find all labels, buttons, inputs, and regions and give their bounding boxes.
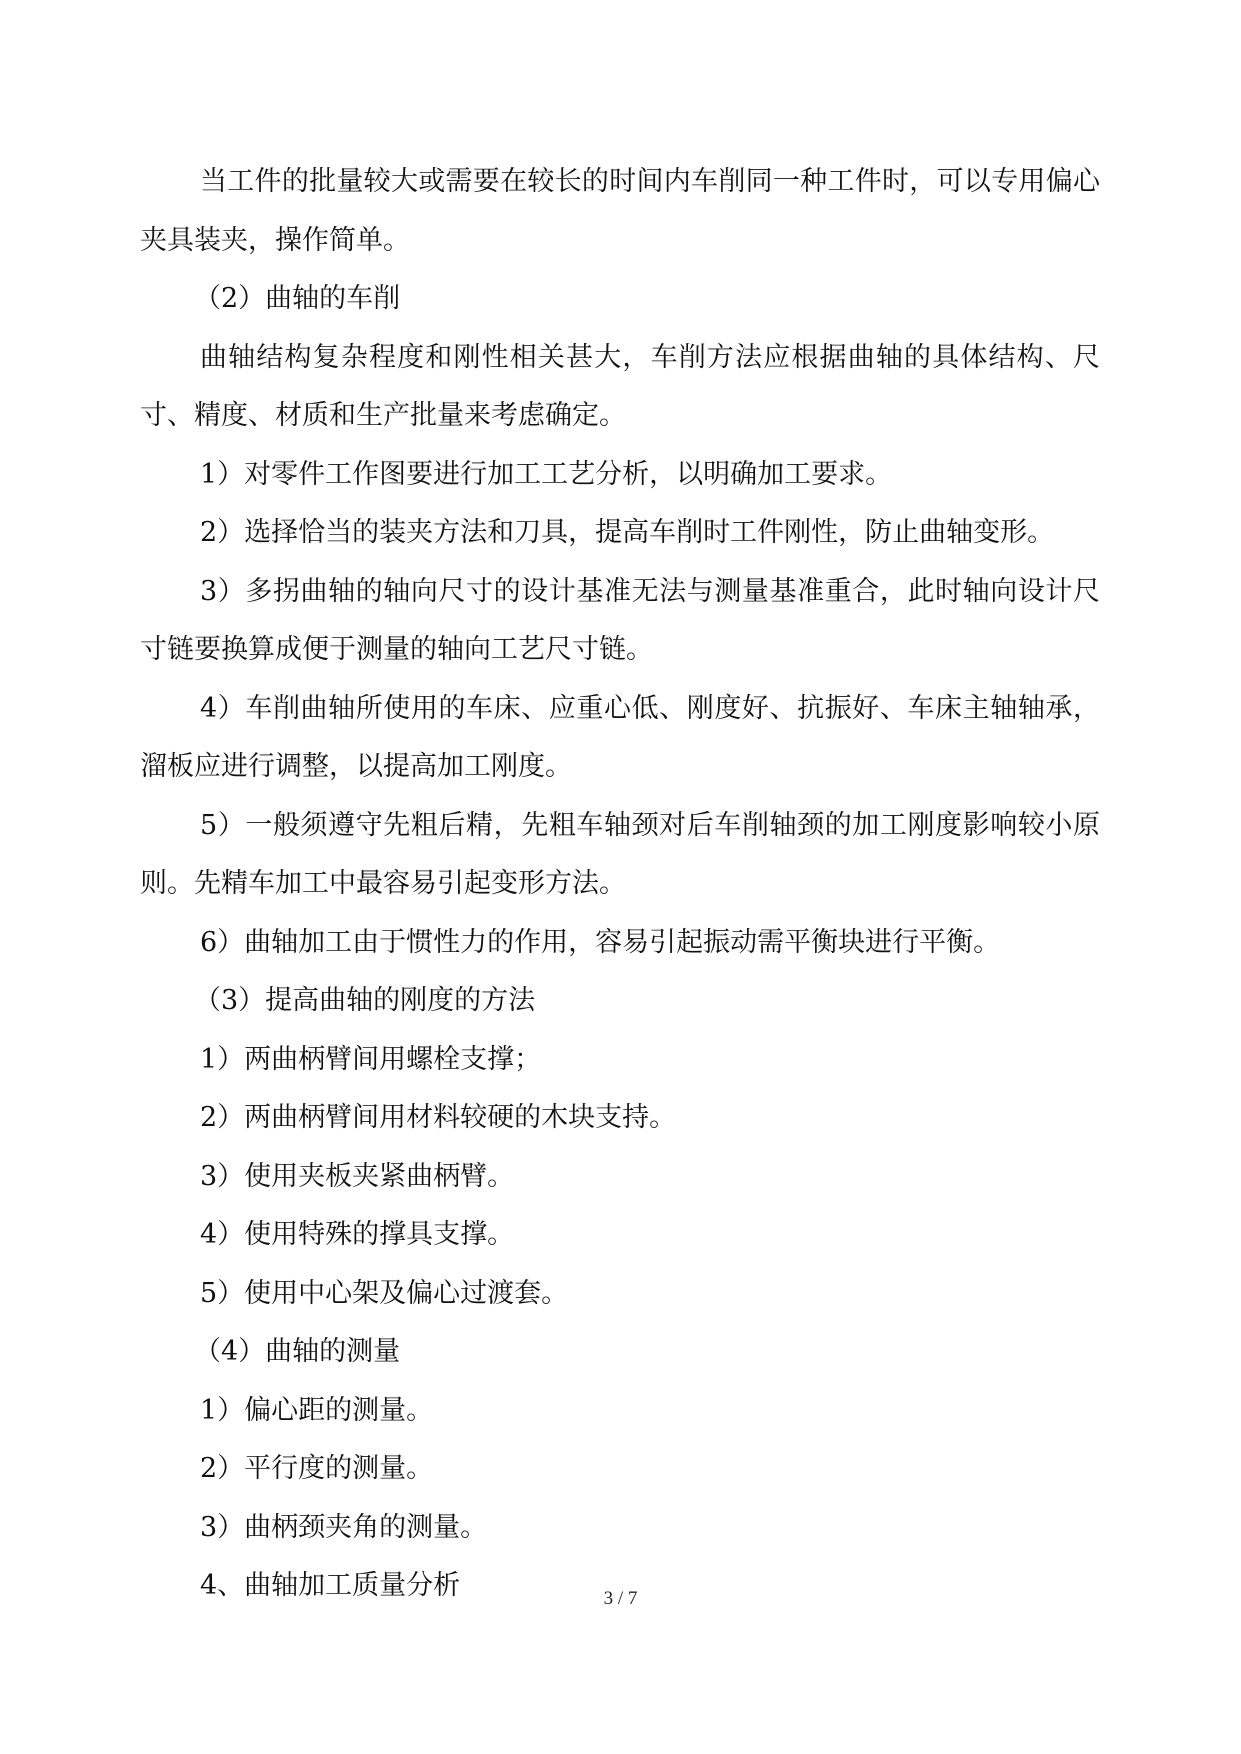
list-item: 2）两曲柄臂间用材料较硬的木块支持。	[200, 1102, 677, 1133]
list-item: 3）使用夹板夹紧曲柄臂。	[200, 1160, 515, 1192]
list-item: 3）曲柄颈夹角的测量。	[200, 1511, 488, 1543]
list-item: 2）选择恰当的装夹方法和刀具，提高车削时工件刚性，防止曲轴变形。	[200, 517, 1055, 548]
section-heading: （3）提高曲轴的刚度的方法	[194, 985, 536, 1016]
list-item: 1）偏心距的测量。	[200, 1394, 434, 1426]
list-item: 6）曲轴加工由于惯性力的作用，容易引起振动需平衡块进行平衡。	[200, 926, 1001, 958]
paragraph: 曲轴结构复杂程度和刚性相关甚大，车削方法应根据曲轴的具体结构、尺寸、精度、材质和生产批量来考虑确定。	[140, 341, 1100, 431]
section-heading: （4）曲轴的测量	[194, 1336, 401, 1367]
list-item: 5）一般须遵守先粗后精，先粗车轴颈对后车削轴颈的加工刚度影响较小原则。先精车加工中最容易引起变形方法。	[140, 809, 1100, 899]
list-item: 4）车削曲轴所使用的车床、应重心低、刚度好、抗振好、车床主轴轴承，溜板应进行调整，以提高加工刚度。	[140, 692, 1100, 782]
list-item: 4）使用特殊的撑具支撑。	[200, 1219, 515, 1250]
list-item: 2）平行度的测量。	[200, 1453, 434, 1484]
page-number: 3 / 7	[603, 1588, 638, 1609]
section-heading: （2）曲轴的车削	[194, 283, 401, 314]
list-item: 1）两曲柄臂间用螺栓支撑；	[200, 1043, 542, 1075]
list-item: 5）使用中心架及偏心过渡套。	[200, 1277, 569, 1309]
paragraph: 当工件的批量较大或需要在较长的时间内车削同一种工件时，可以专用偏心夹具装夹，操作简单。	[140, 166, 1100, 256]
section-heading: 4、曲轴加工质量分析	[200, 1570, 461, 1601]
document-body	[140, 153, 1100, 1616]
list-item: 3）多拐曲轴的轴向尺寸的设计基准无法与测量基准重合，此时轴向设计尺寸链要换算成便于测量的轴向工艺尺寸链。	[140, 575, 1100, 665]
list-item: 1）对零件工作图要进行加工工艺分析，以明确加工要求。	[200, 458, 893, 490]
